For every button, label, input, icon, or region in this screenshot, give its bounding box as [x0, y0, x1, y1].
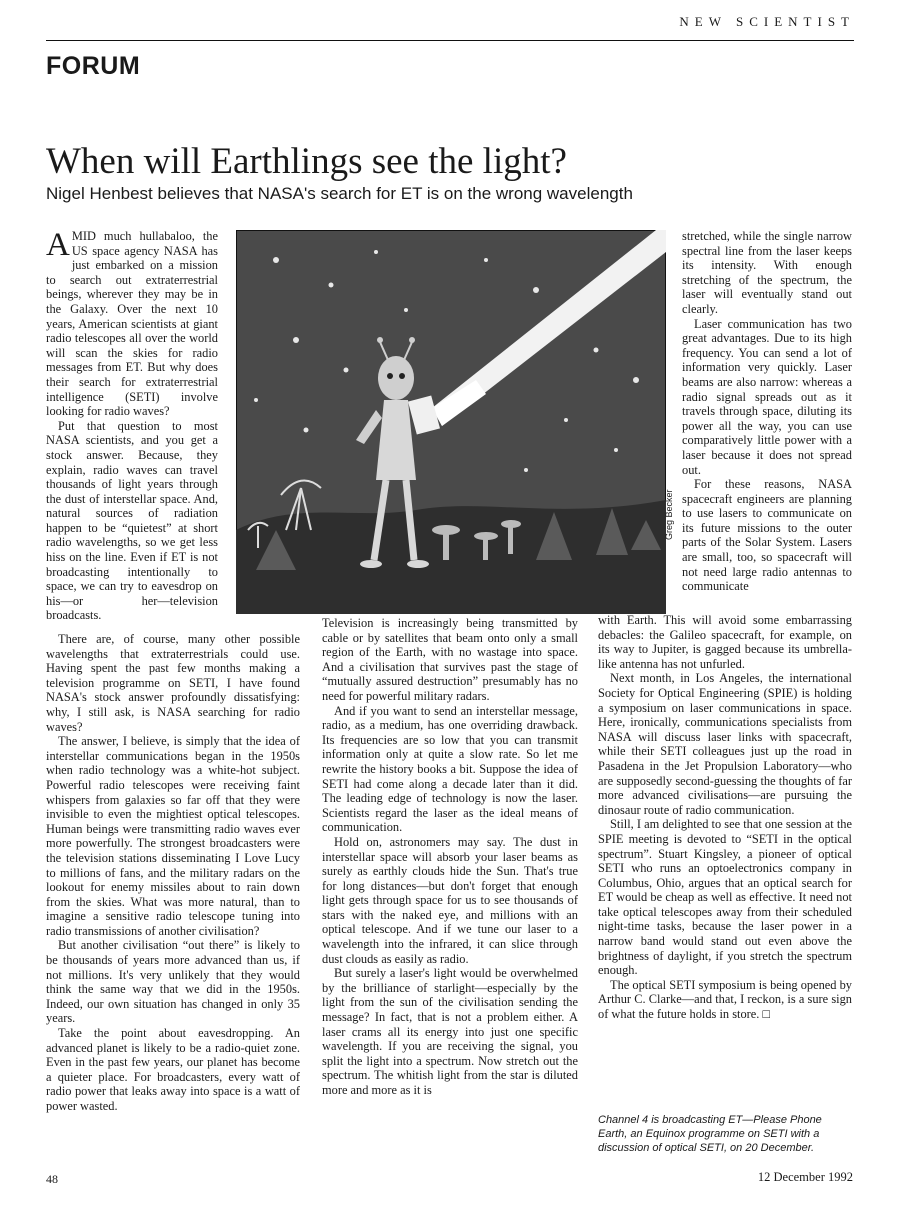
- paragraph: There are, of course, many other possible wavelengths that extraterrestrials could use. Having spent the past few months making a television programme on SETI, I have found NASA's stock answer profoundly dissatisfying: why, I still ask, is NASA searching for radio waves?: [46, 632, 300, 734]
- magazine-name: NEW SCIENTIST: [679, 14, 855, 29]
- paragraph: Hold on, astronomers may say. The dust in interstellar space will absorb your laser beams as surely as earthly clouds hide the Sun. That's true for long distances—but don't forget that enough light gets through space for us to see thousands of stars with the naked eye, and millions with an optical telescope. And if we tune our laser to a wavelength into the infrared, it can slice through dust clouds as easily as radio.: [322, 834, 578, 966]
- paragraph: Laser communication has two great advantages. Due to its high frequency. You can send a lot of information very quickly. Laser beams are also narrow: whereas a radio signal spreads out as it travels through space, diluting its power all the way, you can use comparatively little power with a laser because it does not spread out.: [682, 316, 852, 477]
- drop-cap: A: [46, 227, 70, 263]
- paragraph: Television is increasingly being transmitted by cable or by satellites that beam onto only a small region of the Earth, with no wastage into space. And a civilisation that survives past the stage of “mutually assured destruction” presumably has no need for powerful military radars.: [322, 616, 578, 703]
- paragraph: But surely a laser's light would be overwhelmed by the brilliance of starlight—especially by the light from the sun of the civilisation sending the message? In fact, that is not a problem either. A laser crams all its energy into just one specific wavelength. If you are receiving the signal, you split the light into a spectrum. Now stretch out the spectrum. The whitish light from the star is diluted more and more as it is: [322, 966, 578, 1097]
- paragraph: Next month, in Los Angeles, the international Society for Optical Engineering (SPIE) is holding a symposium on laser communications in space. Here, ironically, communications specialists from NASA will discuss laser links with spacecraft, while their SETI colleagues just up the road in Pasadena in the Jet Propulsion Laboratory—who are supposedly second-guessing the thoughts of far more advanced civilisations—are pursuing the dinosaur route of radio communication.: [598, 671, 852, 817]
- paragraph: Take the point about eavesdropping. An advanced planet is likely to be a radio-quiet zone. Even in the past few years, our planet has become a quieter place. For broadcasters, every watt of radio power that leaks away into space is a watt of power wasted.: [46, 1026, 300, 1113]
- paragraph: The answer, I believe, is simply that the idea of interstellar communications began in the 1950s when radio technology was a white-hot subject. Powerful radio telescopes were receiving faint whispers from galaxies so far off that they were invisible to even the mightiest optical telescopes. Human beings were transmitting radio waves ever more powerfully. The strongest broadcasters were the television stations disseminating I Love Lucy to millions of fans, and the military radars on the lookout for enemy missiles about to rain down from the skies. What was more natural, than to imagine a sensitive radio telescope tuning into radio transmissions of another civilisation?: [46, 734, 300, 938]
- programme-caption: Channel 4 is broadcasting ET—Please Phone Earth, an Equinox programme on SETI with a discussion of optical SETI, on 20 December.: [598, 1114, 822, 1154]
- paragraph: stretched, while the single narrow spectral line from the laser keeps its intensity. With enough stretching of the spectrum, the laser will eventually stand out clearly.: [682, 229, 852, 316]
- paragraph: But another civilisation “out there” is likely to be thousands of years more advanced than us, if not millions. It's very unlikely that they would think the same way that we did in the 1950s. Indeed, our own situation has changed in only 35 years.: [46, 938, 300, 1026]
- paragraph: For these reasons, NASA spacecraft engineers are planning to use lasers to communicate on its future missions to the outer parts of the Solar System. Lasers are small, too, so spacecraft will not need large radio antennas to communicate: [682, 477, 852, 594]
- page-number: 48: [46, 1172, 58, 1186]
- article-column-3-bottom: [598, 613, 852, 1022]
- header-rule: [46, 40, 854, 41]
- standfirst: Nigel Henbest believes that NASA's search for ET is on the wrong wavelength: [46, 184, 633, 203]
- paragraph: The optical SETI symposium is being opened by Arthur C. Clarke—and that, I reckon, is a sure sign of what the future holds in store. □: [598, 977, 852, 1022]
- paragraph: And if you want to send an interstellar message, radio, as a medium, has one overriding drawback. Its frequencies are so low that you can transmit information only at quite a slow rate. So let me rewrite the history books a bit. Suppose the idea of SETI had come along a decade later than it did. The leading edge of technology is now the laser. Scientists regard the laser as the ideal means of communication.: [322, 703, 578, 835]
- illustration-alien-laser: [236, 230, 666, 614]
- section-label: FORUM: [46, 52, 141, 80]
- paragraph: with Earth. This will avoid some embarrassing debacles: the Galileo spacecraft, for example, on its way to Jupiter, is gagged because its umbrella-like antenna has not unfurled.: [598, 613, 852, 671]
- paragraph: AMID much hullabaloo, the US space agency NASA has just embarked on a mission to search out extraterrestrial beings, wherever they may be in the Galaxy. Over the next 10 years, American scientists at giant radio telescopes all over the world will scan the skies for radio messages from ET. But why does their search for extraterrestrial intelligence (SETI) involve looking for radio waves?: [46, 227, 218, 419]
- headline: When will Earthlings see the light?: [46, 141, 567, 182]
- paragraph: Still, I am delighted to see that one session at the SPIE meeting is devoted to “SETI in the optical spectrum”. Stuart Kingsley, a pioneer of optical SETI who runs an optoelectronics company in Columbus, Ohio, argues that an optical search for ET would be cheap as well as effective. It need not take optical telescopes away from their scheduled night-time tasks, because the laser power in a narrow band would stand out even above the brightness of daylight, if you stretch the spectrum enough.: [598, 817, 852, 978]
- article-column-1-top: [46, 229, 218, 623]
- article-column-3-top: [682, 229, 852, 594]
- article-column-2: [322, 616, 578, 1098]
- issue-date: 12 December 1992: [757, 1170, 853, 1184]
- article-column-1-bottom: [46, 632, 300, 1114]
- paragraph: Put that question to most NASA scientists, and you get a stock answer. Because, they explain, radio waves can travel thousands of light years through the dust of interstellar space. And, natural sources of radiation happen to be “quietest” at short radio wavelengths, so we get less hiss on the line. Even if ET is not broadcasting intentionally to space, we can try to eavesdrop on his—or her—television broadcasts.: [46, 418, 218, 623]
- illustration-credit: Greg Becker: [664, 489, 674, 540]
